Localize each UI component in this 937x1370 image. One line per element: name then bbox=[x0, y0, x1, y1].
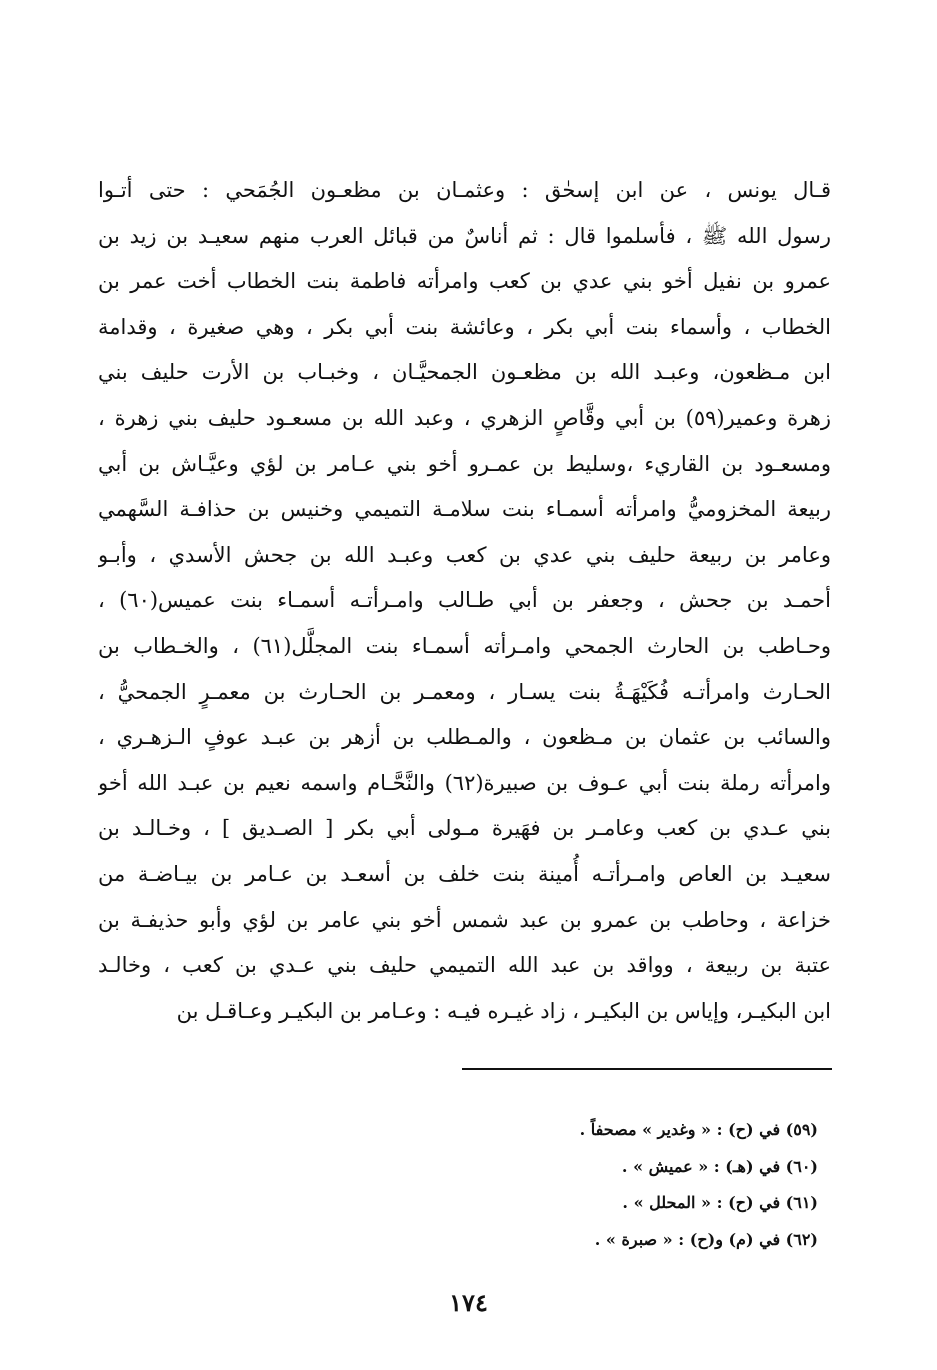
text-line: عتبة بن ربيعة ، وواقد بن عبد الله التميمي حليف بني عـدي بن كعب ، وخالـد bbox=[98, 953, 831, 978]
text-line: زهرة وعمير(٥٩) بن أبي وقَّاصٍ الزهري ، وعبد الله بن مسعـود حليف بني زهرة ، bbox=[98, 405, 831, 430]
main-text-block bbox=[98, 168, 831, 1034]
text-line: وامرأته رملة بنت أبي عـوف بن صبيرة(٦٢) والنَّحَّـام واسمه نعيم بن عبـد الله أخو bbox=[98, 770, 831, 795]
footnotes-block bbox=[98, 1112, 818, 1258]
text-line: والسائب بن عثمان بن مـظعون ، والمـطلب بن أزهر بن عبـد عوفٍ الـزهـري ، bbox=[98, 725, 831, 750]
text-line: ابن البكيـر، وإياس بن البكيـر ، زاد غيـره فيـه : وعـامر بن البكيـر وعـاقـل بن bbox=[176, 998, 831, 1023]
text-line: قـال يونس ، عن ابن إسحٰق : وعثمـان بن مظعـون الجُمَحي : حتى أتـوا bbox=[98, 178, 831, 202]
footnote-divider bbox=[462, 1068, 832, 1070]
text-line: خزاعة ، وحاطب بن عمرو بن عبد شمس أخو بني عامر بن لؤي وأبو حذيفـة بن bbox=[98, 907, 831, 932]
text-line: وعامر بن ربيعة حليف بني عدي بن كعب وعبـد الله بن جحش الأسدي ، وأبـو bbox=[98, 542, 831, 567]
page-number: ١٧٤ bbox=[449, 1288, 488, 1317]
text-line: أحمـد بن جحش ، وجعفر بن أبي طـالب وامـرأتـه أسمـاء بنت عميس(٦٠) ، bbox=[98, 588, 831, 613]
text-line: ومسعـود بن القاريء ،وسليط بن عمـرو أخو بني عـامر بن لؤي وعيَّـاش بن أبي bbox=[98, 451, 831, 476]
footnote-59: (٥٩) في (ح) : « وغدير » مصحفاً . bbox=[579, 1120, 818, 1139]
text-line: الحـارث وامرأتـه فُكَيْهَـةُ بنت يسـار ، ومعمـر بن الحـارث بن معمـرٍ الجمحيُّ ، bbox=[98, 679, 831, 704]
footnote-62: (٦٢) في (م) و(ح) : « صبرة » . bbox=[594, 1229, 818, 1249]
footnote-61: (٦١) في (ح) : « المحلل » . bbox=[622, 1193, 818, 1212]
text-line: الخطاب ، وأسماء بنت أبي بكر ، وعائشة بنت أبي بكر ، وهي صغيرة ، وقدامة bbox=[98, 314, 831, 339]
text-line: ربيعة المخزوميُّ وامرأته أسمـاء بنت سلامـة التميمي وخنيس بن حذافـة السَّهمي bbox=[98, 497, 831, 522]
text-line: سعيـد بن العاص وامـرأتـه أُمينة بنت خلف بن أسعـد بن عـامر بن بيـاضـة من bbox=[98, 861, 831, 886]
text-line: رسول الله ﷺ ، فأسلموا قال : ثم أناسٌ من قبائل العرب منهم سعيـد بن زيد بن bbox=[98, 223, 831, 248]
text-line: بني عـدي بن كعب وعامـر بن فهَيرة مـولى أبي بكر [ الصـديق ] ، وخـالـد بن bbox=[98, 816, 831, 841]
footnote-60: (٦٠) في (هـ) : « عميش » . bbox=[621, 1156, 818, 1176]
text-line: ابن مـظعون، وعبـد الله بن مظعـون الجمحيَّـان ، وخبـاب بن الأرت حليف بني bbox=[98, 360, 831, 385]
text-line: عمرو بن نفيل أخو بني عدي بن كعب وامرأته فاطمة بنت الخطاب أخت عمر بن bbox=[98, 269, 831, 294]
text-line: وحـاطب بن الحارث الجمحي وامـرأته أسمـاء بنت المجلَّل(٦١) ، والخـطاب بن bbox=[98, 633, 831, 658]
